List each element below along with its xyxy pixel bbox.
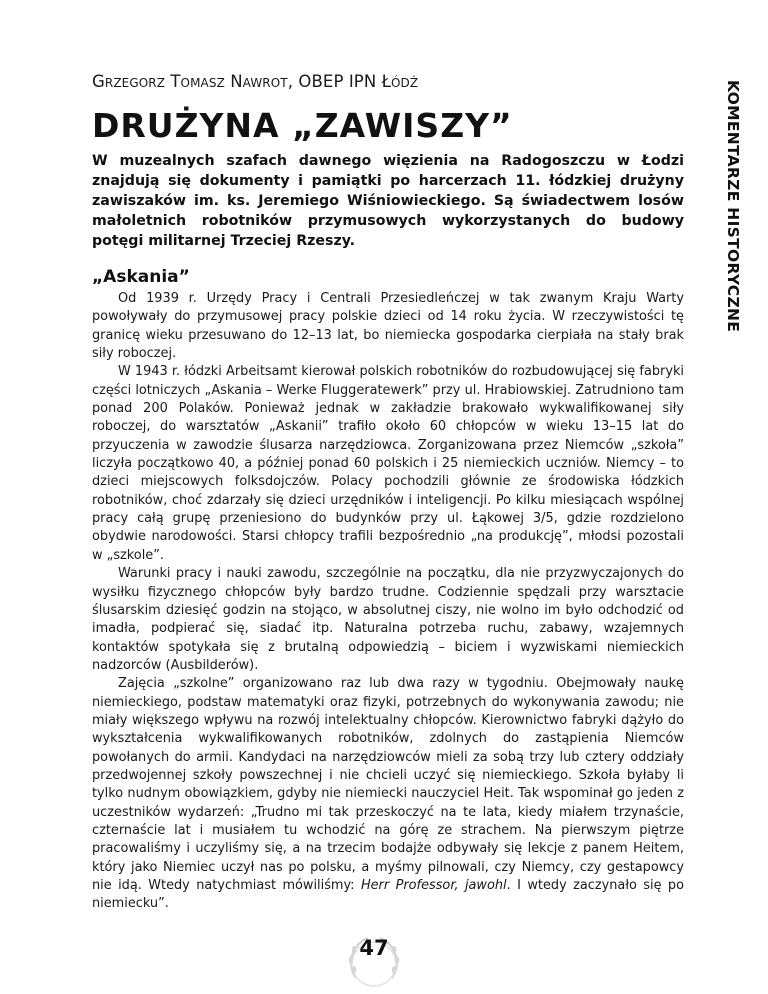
body-paragraph: W 1943 r. łódzki Arbeitsamt kierował polskich robotników do rozbudowującej się fabryki części lotniczych „Askania – Werke Fluggeratewerk” przy ul. Hrabiowskiej. Zatrudniono tam ponad 200 Polaków. Ponieważ jednak w zakładzie brakowało wykwalifikowanej siły roboczej, do warsztatów „Askanii” trafiło około 60 chłopców w wieku 13–15 lat do przyuczenia w zawodzie ślusarza narzędziowca. Zorganizowana przez Niemców „szkoła” liczyła początkowo 40, a później ponad 60 polskich i 25 niemieckich uczniów. Niemcy – to dzieci miejscowych folksdojczów. Polacy pochodzili głównie ze środowiska łódzkich robotników, choć zdarzały się dzieci urzędników i inteligencji. Po kilku miesiącach wspólnej pracy całą grupę przeniesiono do budynków przy ul. Łąkowej 3/5, gdzie rozdzielono obydwie narodowości. Starsi chłopcy trafili bezpośrednio „na produkcję”, młodsi pozostali w „szkole”.: [92, 364, 684, 563]
quote-tail: . I wtedy zaczynało się po niemiecku”.: [92, 878, 685, 912]
body-paragraph: [92, 675, 684, 913]
lead-paragraph: W muzealnych szafach dawnego więzienia na Radogoszczu w Łodzi znajdują się dokumenty i pamiątki po harcerzach 11. łódzkiej drużyny zawiszaków im. ks. Jeremiego Wiśniowieckiego. Są świadectwem losów małoletnich robotników przymusowych wykorzystanych do budowy potęgi militarnej Trzeciej Rzeszy.: [92, 153, 684, 249]
quote-text: Zajęcia „szkolne” organizowano raz lub dwa razy w tygodniu. Obejmowały naukę niemieckiego, podstaw matematyki oraz fizyki, potrzebnych do wykonywania zawodu; nie miały większego wpływu na rozwój intelektualny chłopców. Kierownictwo fabryki dążyło do wykształcenia wykwalifikowanych robotników, zdolnych do zastąpienia Niemców powołanych do armii. Kandydaci na narzędziowców mieli za sobą trzy lub cztery oddziały przedwojennej szkoły powszechnej i nie chcieli uczyć się niemieckiego. Szkoła byłaby li tylko nudnym obowiązkiem, gdyby nie niemiecki nauczyciel Heit. Tak wspominał go jeden z uczestników wydarzeń: „Trudno mi tak przeskoczyć na te lata, kiedy miałem trzynaście, czternaście lat i musiałem tu wchodzić na górę ze strachem. Na pierwszym piętrze pracowaliśmy i uczyliśmy się, a na trzecim bodajże odbywały się lekcje z panem Heitem, który jako Niemiec uczył nas po polsku, a myśmy pilnowali, czy Niemcy, czy gestapowcy nie idą. Wtedy natychmiast mówiliśmy:: [92, 676, 684, 893]
page-footer: [334, 930, 414, 990]
body-paragraph: Od 1939 r. Urzędy Pracy i Centrali Przesiedleńczej w tak zwanym Kraju Warty powoływały do przymusowej pracy polskie dzieci od 14 roku życia. W rzeczywistości tę granicę wieku przesuwano do 12–13 lat, bo niemiecka gospodarka cierpiała na stały brak siły roboczej.: [92, 291, 684, 362]
page-number: 47: [359, 936, 389, 960]
author-line: Grzegorz Tomasz Nawrot, OBEP IPN Łódź: [92, 72, 419, 91]
quote-emphasis: Herr Professor, jawohl: [360, 878, 507, 893]
article-body: [92, 290, 684, 914]
section-heading: „Askania”: [92, 267, 190, 287]
section-side-label: KOMENTARZE HISTORYCZNE: [724, 80, 742, 333]
article-title: DRUŻYNA „ZAWISZY”: [92, 106, 513, 145]
body-paragraph: Warunki pracy i nauki zawodu, szczególnie na początku, dla nie przyzwyczajonych do wysiłku fizycznego chłopców były bardzo trudne. Codziennie spędzali przy warsztacie ślusarskim dziesięć godzin na stojąco, w absolutnej ciszy, nie wolno im było odchodzić od imadła, podpierać się, siadać itp. Naturalna potrzeba ruchu, zabawy, wzajemnych kontaktów spotykała się z brutalną odpowiedzią – biciem i wyzwiskami niemieckich nadzorców (Ausbilderów).: [92, 566, 684, 673]
